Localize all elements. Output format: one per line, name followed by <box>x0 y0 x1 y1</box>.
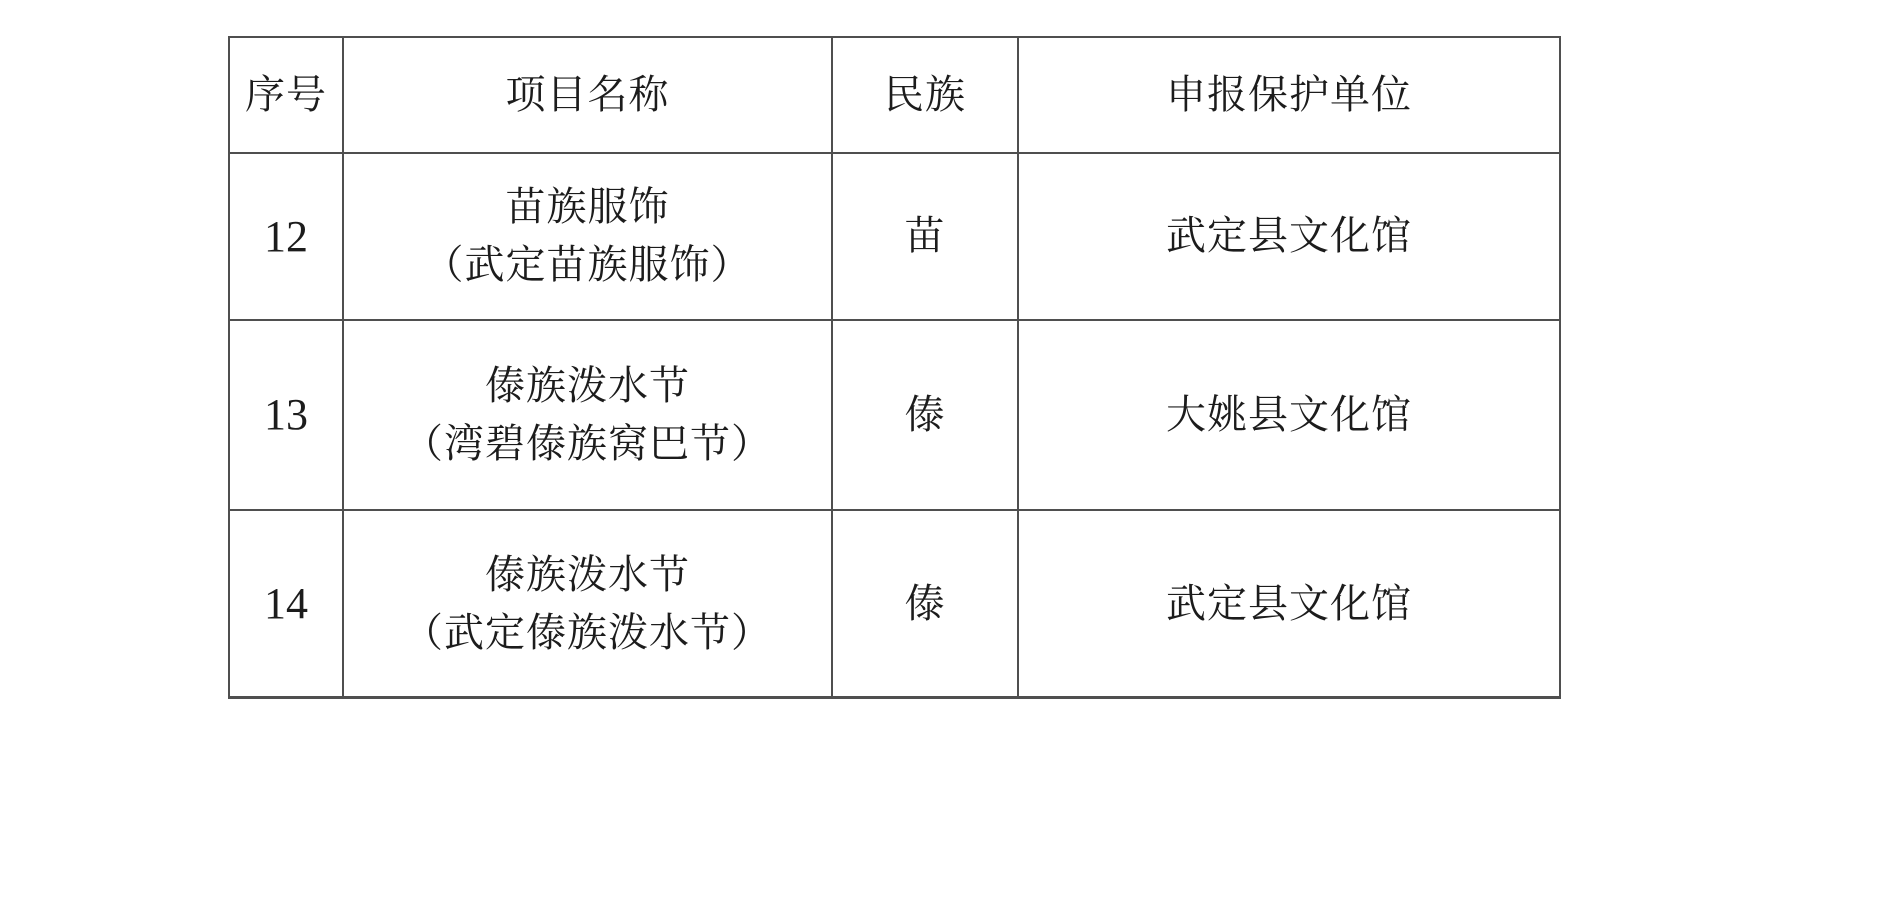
cell-ethnic-group: 苗 <box>832 153 1018 319</box>
table-row <box>229 320 1560 510</box>
cell-declaring-unit: 大姚县文化馆 <box>1018 320 1560 510</box>
project-name-line1: 傣族泼水节 <box>485 552 690 597</box>
cell-project-name <box>343 153 832 319</box>
col-header-serial-no: 序号 <box>229 37 343 153</box>
table-row <box>229 153 1560 319</box>
cell-serial-no: 14 <box>229 510 343 697</box>
cell-declaring-unit: 武定县文化馆 <box>1018 153 1560 319</box>
cell-project-name <box>343 510 832 697</box>
cell-serial-no: 12 <box>229 153 343 319</box>
cell-ethnic-group: 傣 <box>832 320 1018 510</box>
cell-serial-no: 13 <box>229 320 343 510</box>
project-name-line2: （湾碧傣族窝巴节） <box>403 421 772 466</box>
table-header-row <box>229 37 1560 153</box>
heritage-items-table <box>228 36 1561 699</box>
col-header-project-name: 项目名称 <box>343 37 832 153</box>
cell-project-name <box>343 320 832 510</box>
project-name-line1: 傣族泼水节 <box>485 363 690 408</box>
cell-declaring-unit: 武定县文化馆 <box>1018 510 1560 697</box>
cell-ethnic-group: 傣 <box>832 510 1018 697</box>
project-name-line2: （武定傣族泼水节） <box>403 610 772 655</box>
col-header-declaring-unit: 申报保护单位 <box>1018 37 1560 153</box>
project-name-line2: （武定苗族服饰） <box>423 243 752 288</box>
project-name-line1: 苗族服饰 <box>505 185 670 230</box>
col-header-ethnic-group: 民族 <box>832 37 1018 153</box>
table-row <box>229 510 1560 697</box>
